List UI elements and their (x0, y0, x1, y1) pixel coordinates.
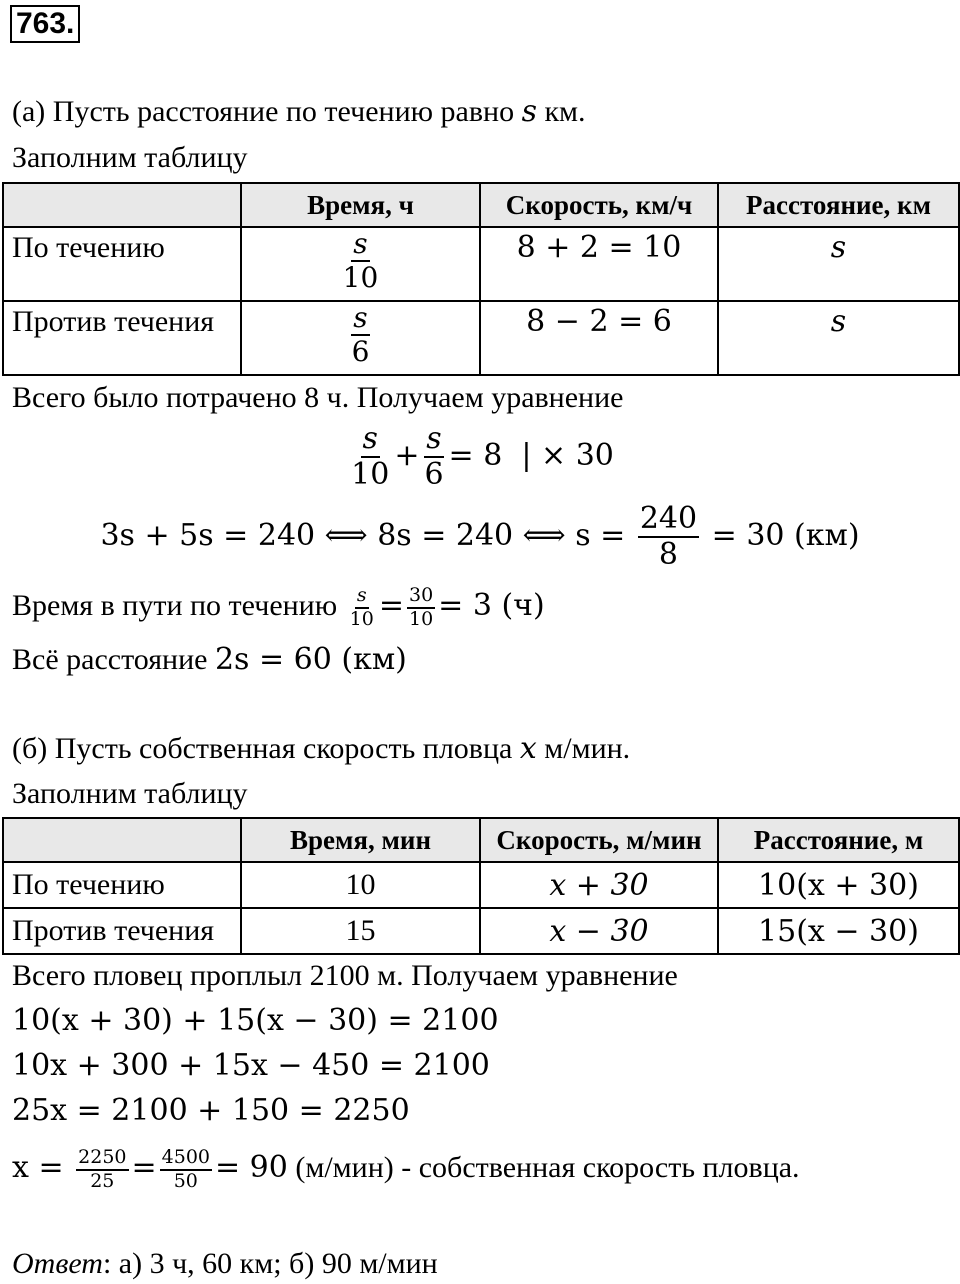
part-b-total-line: Всего пловец проплыл 2100 м. Получаем уравнение (12, 959, 678, 992)
final-lead: x = (12, 1150, 74, 1185)
equation-1 (0, 418, 960, 494)
part-b-eq-line-1: 10(x + 30) + 15(x − 30) = 2100 (12, 1003, 499, 1038)
row-label: Против течения (3, 301, 241, 375)
eq2-frac: $\frac{240}{8}$ (639, 500, 698, 572)
table-header-cell (3, 183, 241, 227)
total-distance-expr: 2s = 60 (км) (214, 642, 407, 677)
row-label: По течению (3, 862, 241, 908)
part-a-intro-var: s (521, 94, 537, 129)
time-line (12, 578, 545, 634)
time-line-frac-1: $\frac{s}{10}$ (349, 584, 374, 631)
eq2-tail: = 30 (км) (702, 518, 860, 553)
time-fraction: $\frac{s}{10}$ (342, 227, 379, 295)
table-header-cell (3, 818, 241, 862)
eq2-left: 3s + 5s = 240 ⟺ 8s = 240 ⟺ s = (100, 518, 635, 553)
answer-text: : а) 3 ч, 60 км; б) 90 м/мин (102, 1247, 438, 1280)
distance-cell: 10(x + 30) (718, 862, 959, 908)
table-header-row (3, 183, 959, 227)
distance-cell: s (718, 301, 959, 375)
time-line-frac-2: $\frac{30}{10}$ (408, 584, 434, 631)
time-fraction: $\frac{s}{6}$ (351, 301, 370, 369)
time-line-text: Время в пути по течению (12, 589, 345, 622)
part-a-table (2, 182, 960, 376)
eq1-frac-2: $\frac{s}{6}$ (424, 420, 444, 492)
final-tail: (м/мин) - собственная скорость пловца. (287, 1151, 800, 1184)
part-a-intro-tail: км. (536, 95, 586, 128)
row-label: Против течения (3, 908, 241, 954)
time-cell (241, 227, 480, 301)
final-frac-1: $\frac{2250}{25}$ (78, 1146, 127, 1193)
part-b-fill-table: Заполним таблицу (12, 777, 248, 810)
speed-cell: 8 + 2 = 10 (480, 227, 718, 301)
part-b-intro-tail: м/мин. (536, 732, 631, 765)
speed-cell: x + 30 (480, 862, 718, 908)
distance-cell: s (718, 227, 959, 301)
part-a-total-line: Всего было потрачено 8 ч. Получаем уравнение (12, 381, 624, 414)
part-b-eq-line-3: 25x = 2100 + 150 = 2250 (12, 1093, 410, 1128)
table-header-row (3, 818, 959, 862)
final-eq: = (131, 1150, 157, 1185)
eq1-tail: = 8 | × 30 (448, 438, 614, 473)
part-b-final (12, 1138, 800, 1198)
speed-cell: 8 − 2 = 6 (480, 301, 718, 375)
final-frac-2: $\frac{4500}{50}$ (161, 1146, 210, 1193)
table-row (3, 908, 959, 954)
part-b-intro-text: (б) Пусть собственная скорость пловца (12, 732, 520, 765)
part-b-intro (12, 729, 630, 769)
eq1-plus: + (394, 438, 420, 473)
equation-2 (0, 496, 960, 576)
answer-line (12, 1244, 438, 1284)
part-b-table (2, 817, 960, 955)
time-line-tail: = 3 (ч) (438, 588, 545, 623)
table-header-cell: Скорость, км/ч (480, 183, 718, 227)
part-b-intro-var: x (519, 731, 537, 766)
part-b-eq-line-2: 10x + 300 + 15x − 450 = 2100 (12, 1048, 490, 1083)
part-a-intro-text: (а) Пусть расстояние по течению равно (12, 95, 522, 128)
table-header-cell: Расстояние, км (718, 183, 959, 227)
table-header-cell: Скорость, м/мин (480, 818, 718, 862)
speed-cell: x − 30 (480, 908, 718, 954)
table-row (3, 862, 959, 908)
total-distance-text: Всё расстояние (12, 643, 215, 676)
time-cell: 15 (241, 908, 480, 954)
part-a-intro (12, 92, 586, 132)
final-mid: = 90 (215, 1150, 288, 1185)
row-label: По течению (3, 227, 241, 301)
problem-number: 763. (10, 5, 80, 43)
table-header-cell: Расстояние, м (718, 818, 959, 862)
time-cell: 10 (241, 862, 480, 908)
eq1-frac-1: $\frac{s}{10}$ (351, 420, 390, 492)
time-line-eq: = (378, 588, 404, 623)
table-header-cell: Время, мин (241, 818, 480, 862)
table-header-cell: Время, ч (241, 183, 480, 227)
part-a-fill-table: Заполним таблицу (12, 141, 248, 174)
distance-cell: 15(x − 30) (718, 908, 959, 954)
table-row (3, 301, 959, 375)
time-cell (241, 301, 480, 375)
total-distance-line (12, 640, 407, 680)
table-row (3, 227, 959, 301)
answer-label: Ответ (12, 1247, 103, 1280)
